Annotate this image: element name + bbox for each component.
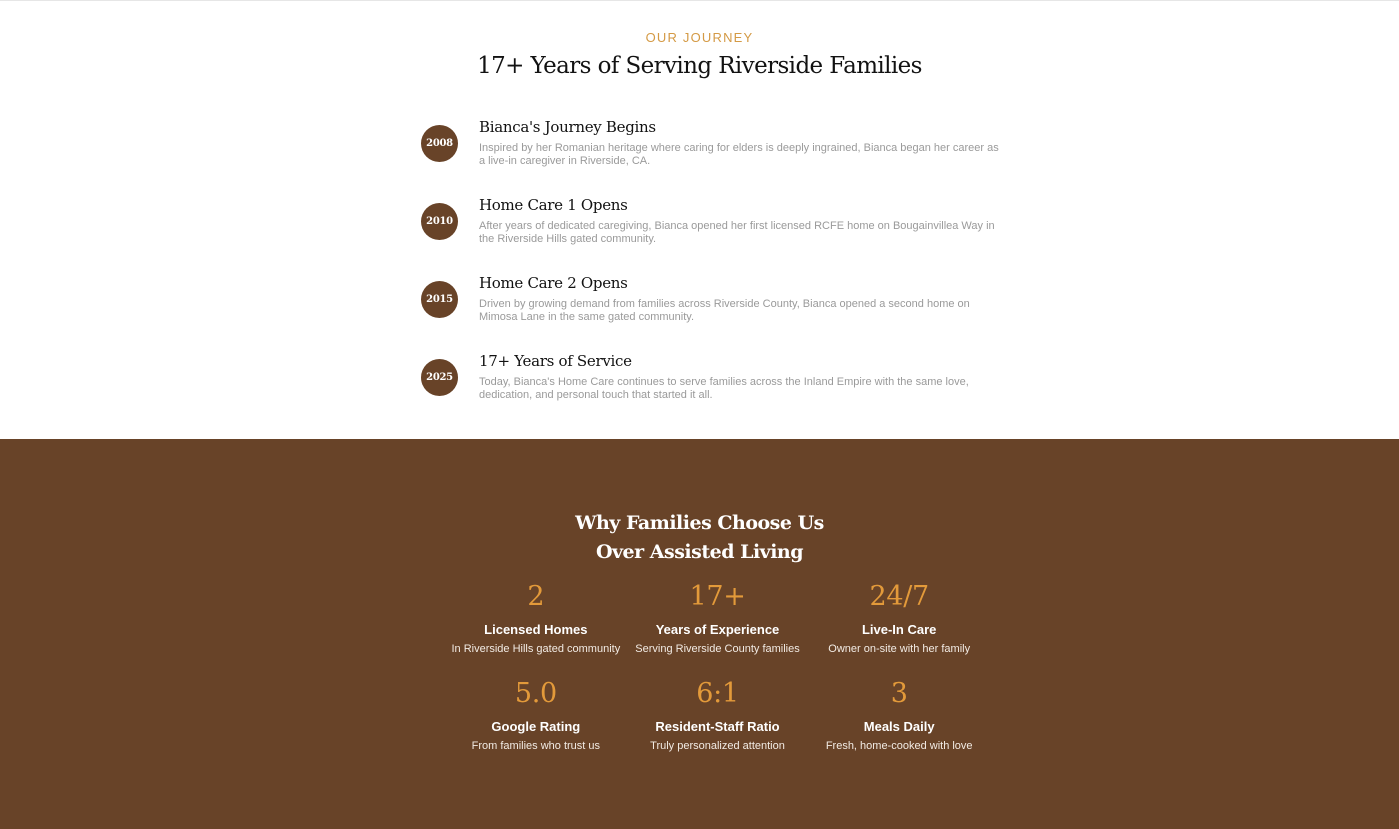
stat-label: Google Rating [491,719,581,734]
year-badge: 2025 [421,359,458,396]
stat-value: 5.0 [514,678,557,709]
stat-label: Resident-Staff Ratio [655,719,780,734]
stats-grid [445,579,990,773]
timeline-item [420,117,1005,195]
why-title-line2: Over Assisted Living [595,541,804,563]
stat-card [445,676,627,773]
stat-value: 24/7 [869,581,929,612]
year-badge: 2008 [421,125,458,162]
stat-card [627,676,809,773]
stat-value: 3 [890,678,908,709]
timeline-item [420,351,1005,429]
stat-card [445,579,627,676]
timeline-item-description: After years of dedicated caregiving, Bianca opened her first licensed RCFE home on Bougainvillea Way in the Riverside Hills gated community. [479,220,995,245]
timeline-item-title: Home Care 2 Opens [479,274,628,292]
timeline [420,117,1005,429]
why-title-line1: Why Families Choose Us [575,512,824,534]
timeline-item [420,273,1005,351]
timeline-text [479,195,1004,245]
timeline-item-description: Inspired by her Romanian heritage where caring for elders is deeply ingrained, Bianca began her career as a live-in caregiver in Riverside, CA. [479,142,999,167]
stat-subtext: Fresh, home-cooked with love [825,740,973,752]
stat-subtext: Serving Riverside County families [635,643,800,655]
stat-value: 17+ [689,581,746,612]
year-badge: 2015 [421,281,458,318]
stat-card [808,676,990,773]
stat-subtext: From families who trust us [471,740,601,752]
stat-label: Licensed Homes [484,622,588,637]
timeline-item [420,195,1005,273]
stat-value: 6:1 [696,678,739,709]
timeline-text [479,117,1004,167]
stat-value: 2 [527,581,545,612]
stats-row [445,676,990,773]
timeline-item-description: Driven by growing demand from families across Riverside County, Bianca opened a second home on Mimosa Lane in the same gated community. [479,298,970,323]
timeline-item-title: Bianca's Journey Begins [479,118,656,136]
why-title [0,509,1399,567]
journey-title: 17+ Years of Serving Riverside Families [477,53,922,79]
timeline-item-title: Home Care 1 Opens [479,196,628,214]
timeline-text [479,273,1004,323]
stat-card [808,579,990,676]
stat-label: Years of Experience [655,622,780,637]
journey-eyebrow: OUR JOURNEY [645,30,754,45]
stat-subtext: Truly personalized attention [650,740,785,752]
stats-row [445,579,990,676]
stat-subtext: In Riverside Hills gated community [451,643,621,655]
year-badge: 2010 [421,203,458,240]
timeline-text [479,351,1004,401]
stat-label: Meals Daily [863,719,935,734]
stat-subtext: Owner on-site with her family [828,643,971,655]
why-choose-us-section [0,439,1399,829]
stat-card [627,579,809,676]
timeline-item-description: Today, Bianca's Home Care continues to serve families across the Inland Empire with the same love, dedication, and personal touch that started it all. [479,376,969,401]
stat-label: Live-In Care [861,622,937,637]
journey-section [0,1,1399,439]
timeline-item-title: 17+ Years of Service [479,352,632,370]
